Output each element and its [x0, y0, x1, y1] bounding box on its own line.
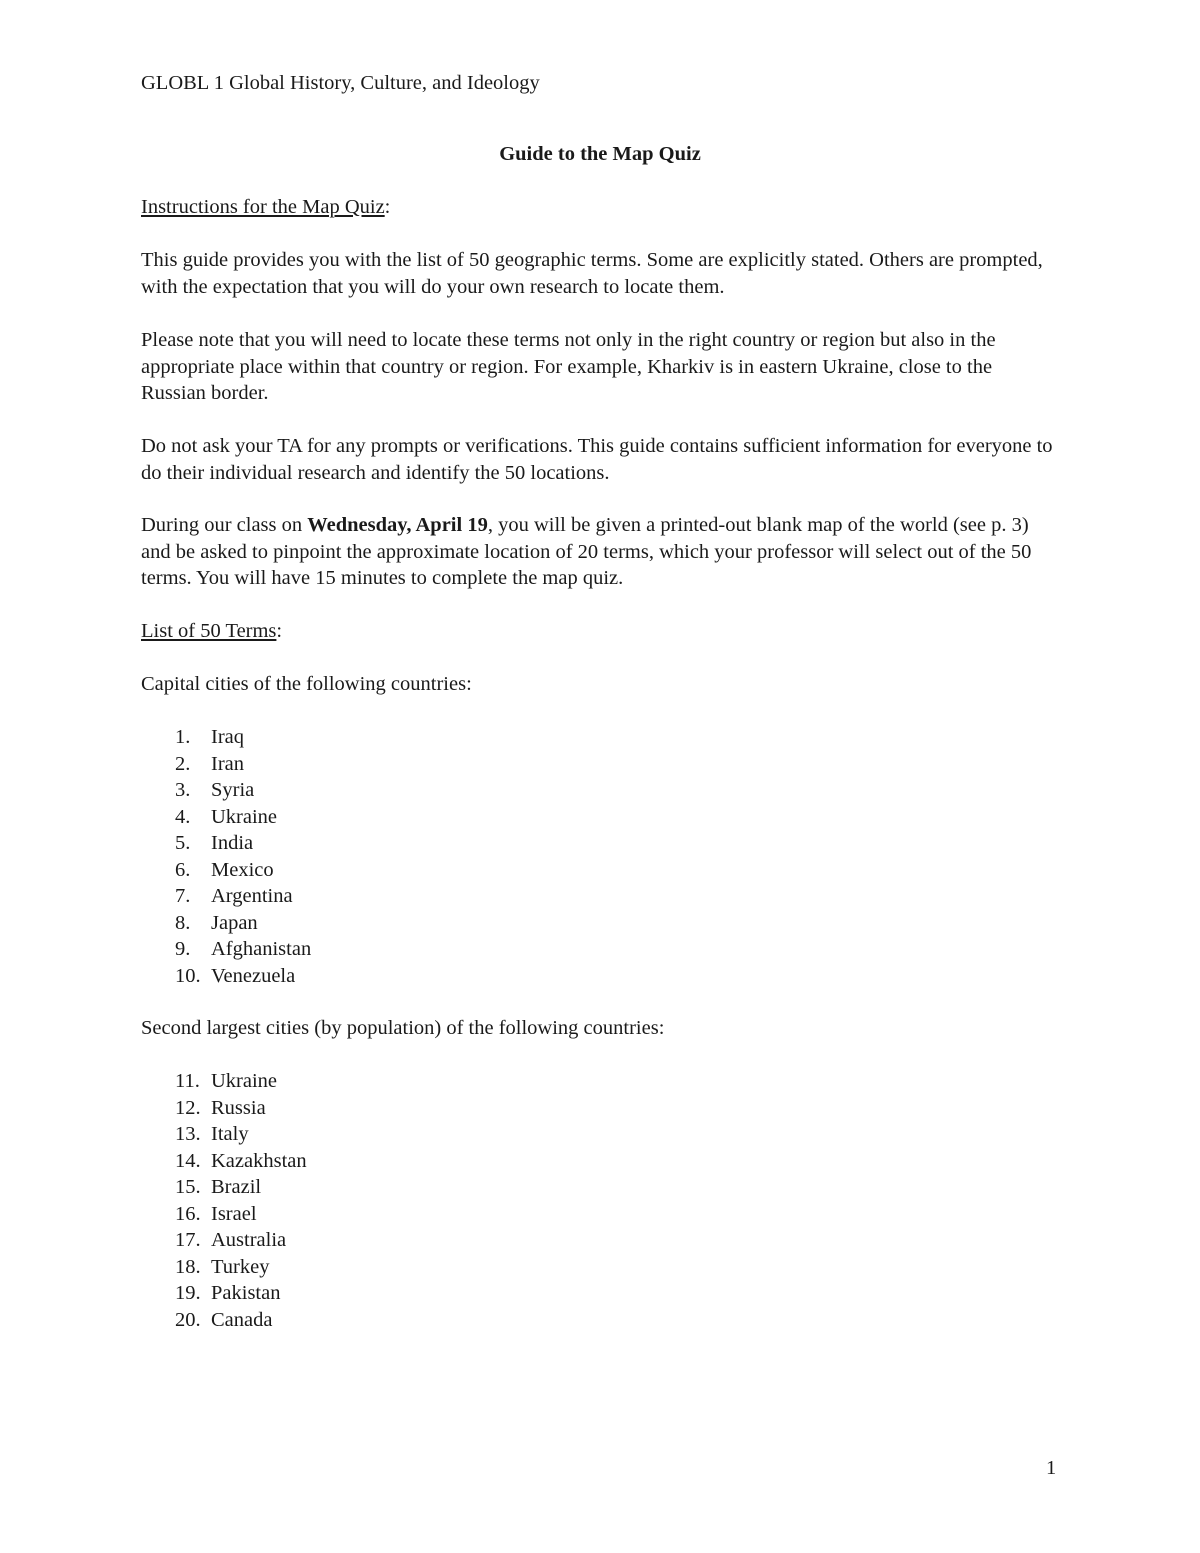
list-item-number: 15. — [175, 1176, 201, 1198]
quiz-date-details: , you will be given a printed-out blank map of the world (see p. 3) and be asked to pinpoint the approximate location of 20 terms, which your professor will select out of the 50 terms. You will have 15 minutes to complete the map quiz. — [141, 514, 1032, 589]
list-item-label: Brazil — [211, 1176, 262, 1198]
list-item-number: 10. — [175, 964, 201, 987]
instructions-heading-colon: : — [384, 196, 391, 218]
list-item-label: Argentina — [211, 885, 293, 907]
second-largest-intro: Second largest cities (by population) of the following countries: — [141, 1017, 665, 1039]
list-item-label: Italy — [211, 1123, 249, 1145]
list-item-number: 18. — [175, 1255, 201, 1278]
list-heading — [141, 618, 1061, 645]
list-item-label: Iran — [211, 752, 245, 775]
list-item-label: Ukraine — [211, 1070, 278, 1092]
list-heading-text: List of 50 Terms — [141, 620, 277, 642]
list-item-number: 7. — [175, 885, 191, 907]
quiz-date: Wednesday, April 19 — [307, 514, 488, 536]
list-item-number: 2. — [175, 752, 191, 775]
list-item-label: Australia — [211, 1229, 287, 1251]
page-number: 1 — [1046, 1457, 1057, 1479]
list-item-number: 4. — [175, 805, 191, 828]
document-title: Guide to the Map Quiz — [499, 143, 701, 165]
list-item-label: Canada — [211, 1308, 273, 1331]
quiz-date-lead: During our class on — [141, 514, 308, 536]
list-item-label: Syria — [211, 779, 255, 801]
list-item-number: 1. — [175, 726, 191, 748]
list-item-number: 16. — [175, 1202, 201, 1225]
list-item-label: Israel — [211, 1202, 257, 1225]
list-item-label: Ukraine — [211, 805, 278, 828]
list-item-label: Mexico — [211, 858, 274, 881]
list-item-number: 6. — [175, 858, 191, 881]
instructions-heading-text: Instructions for the Map Quiz — [141, 196, 385, 218]
list-item-label: Japan — [211, 911, 258, 934]
list-item-label: Kazakhstan — [211, 1149, 307, 1172]
course-header: GLOBL 1 Global History, Culture, and Ideology — [141, 72, 540, 94]
paragraph-geographic-terms: This guide provides you with the list of 50 geographic terms. Some are explicitly stated. Others are prompted, with the expectation that you will do your own research to locate them. — [141, 249, 1043, 298]
capitals-intro: Capital cities of the following countries: — [141, 673, 472, 695]
list-item-number: 5. — [175, 832, 191, 854]
list-item-number: 11. — [175, 1070, 200, 1092]
list-item-number: 3. — [175, 779, 191, 801]
list-item-number: 12. — [175, 1096, 201, 1119]
list-item-label: Afghanistan — [211, 938, 312, 960]
list-item-label: Pakistan — [211, 1282, 281, 1304]
list-item-number: 17. — [175, 1229, 201, 1251]
list-item-label: Iraq — [211, 726, 245, 748]
list-item-label: Russia — [211, 1096, 266, 1119]
paragraph-ta-note: Do not ask your TA for any prompts or verifications. This guide contains sufficient information for everyone to do their individual research and identify the 50 locations. — [141, 435, 1053, 484]
paragraph-locate-note: Please note that you will need to locate these terms not only in the right country or region but also in the appropriate place within that country or region. For example, Kharkiv is in eastern Ukraine, close to the Russian border. — [141, 329, 996, 404]
paragraph-quiz-date — [141, 512, 1061, 592]
list-item-number: 8. — [175, 911, 191, 934]
list-item-number: 14. — [175, 1149, 201, 1172]
instructions-heading — [141, 194, 1061, 221]
list-item-label: India — [211, 832, 254, 854]
list-item-label: Turkey — [211, 1255, 270, 1278]
list-item-label: Venezuela — [211, 964, 296, 987]
list-item-number: 13. — [175, 1123, 201, 1145]
list-item-number: 20. — [175, 1308, 201, 1331]
list-heading-colon: : — [276, 620, 283, 642]
list-item-number: 19. — [175, 1282, 201, 1304]
list-item-number: 9. — [175, 938, 191, 960]
